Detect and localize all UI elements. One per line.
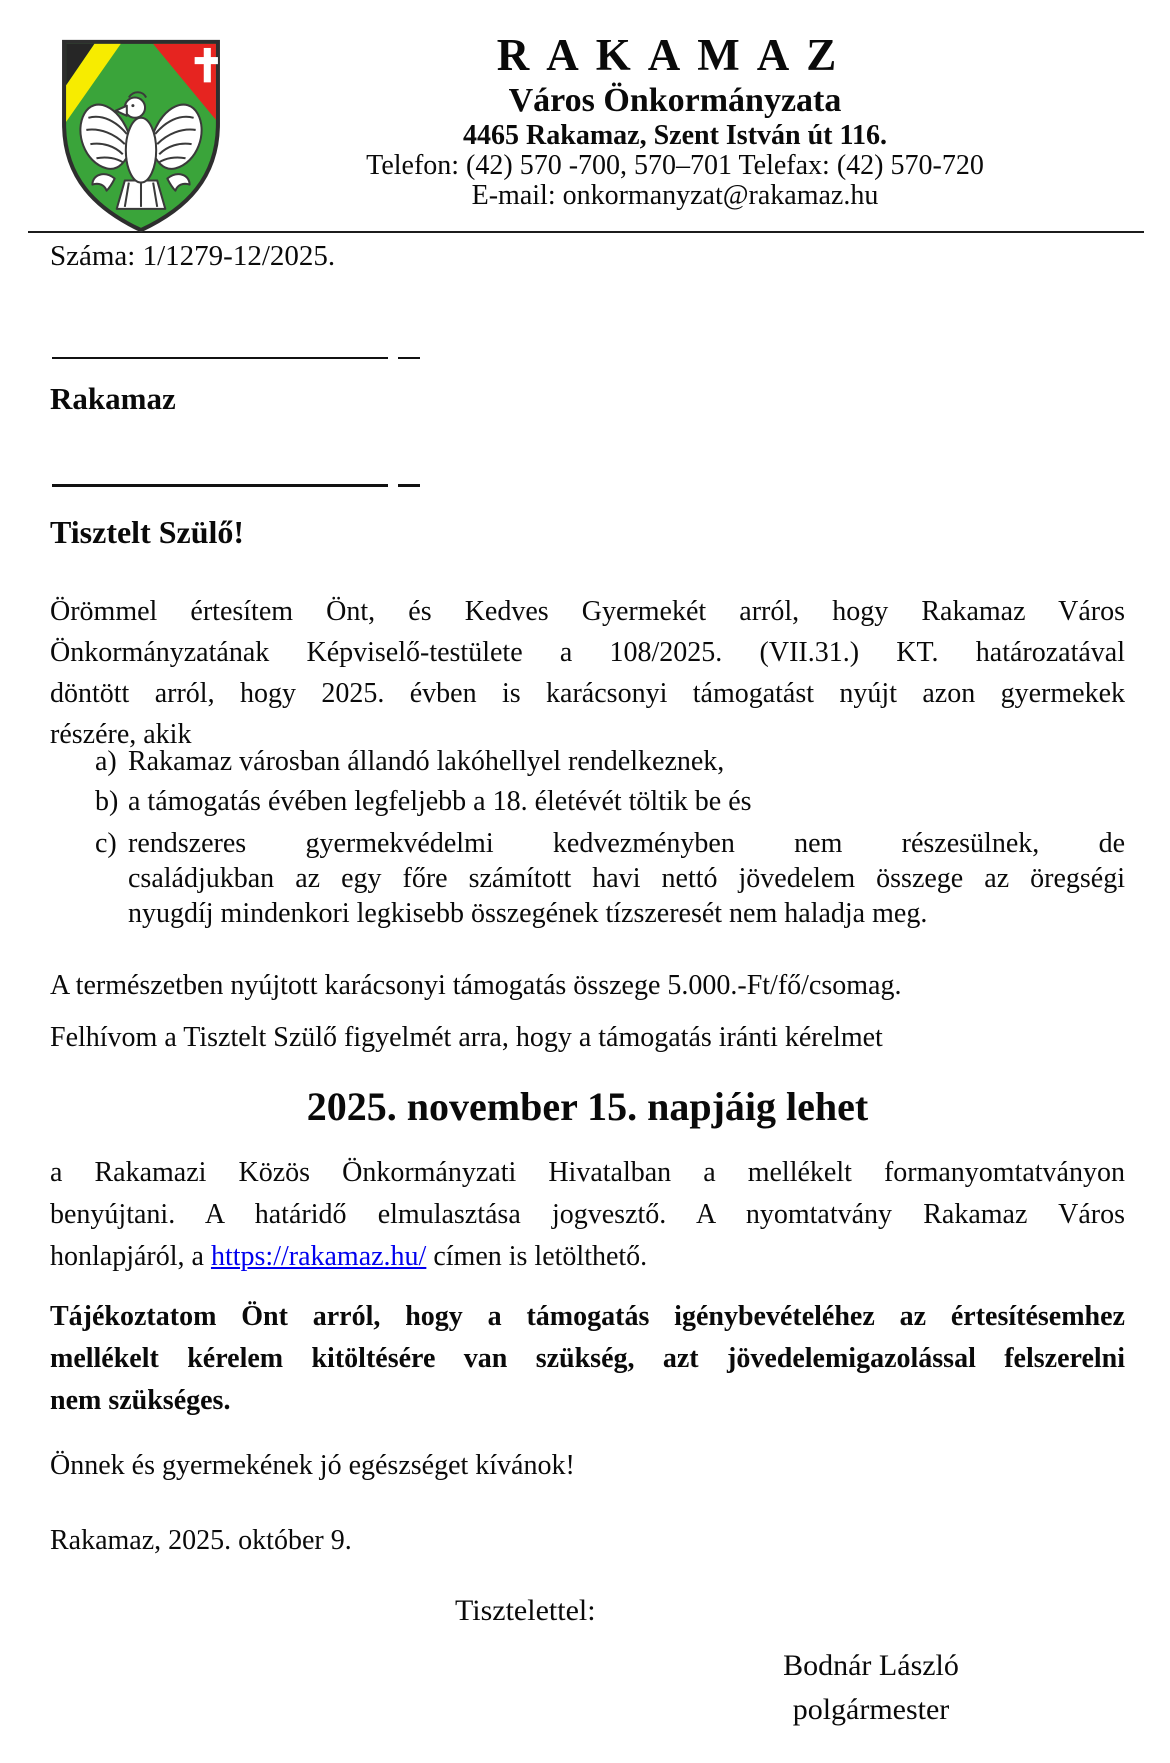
well-wish-line: Önnek és gyermekének jó egészséget kívánok! xyxy=(50,1450,575,1481)
condition-text: Rakamaz városban állandó lakóhellyel rendelkeznek, xyxy=(128,746,725,777)
condition-text: családjukban az egy főre számított havi nettó jövedelem összege az öregségi xyxy=(128,863,1125,894)
fill-in-line-segment xyxy=(398,484,420,487)
municipality-name: RAKAMAZ xyxy=(496,30,854,80)
intro-line: Örömmel értesítem Önt, és Kedves Gyermekét arról, hogy Rakamaz Város xyxy=(50,596,1125,627)
deadline-heading: 2025. november 15. napjáig lehet xyxy=(306,1084,869,1129)
letterhead-phone: Telefon: (42) 570 -700, 570–701 Telefax: (42) 570-720 xyxy=(366,150,984,181)
fill-in-line-top xyxy=(52,346,420,350)
signer-title: polgármester xyxy=(792,1693,950,1726)
fill-in-line-segment xyxy=(52,484,388,487)
list-marker: a) xyxy=(95,746,117,777)
condition-text: rendszeres gyermekvédelmi kedvezményben nem részesülnek, de xyxy=(128,828,1125,859)
fill-in-line-segment xyxy=(52,357,388,359)
submission-paragraph xyxy=(50,1152,1125,1278)
reference-number: Száma: 1/1279-12/2025. xyxy=(50,240,336,272)
list-marker: c) xyxy=(95,828,117,859)
amount-statement: A természetben nyújtott karácsonyi támogatás összege 5.000.-Ft/fő/csomag. xyxy=(50,970,902,1001)
submission-line xyxy=(50,1236,1125,1278)
salutation: Tisztelt Szülő! xyxy=(50,514,245,550)
condition-text: a támogatás évében legfeljebb a 18. életévét töltik be és xyxy=(128,786,752,817)
intro-line: Önkormányzatának Képviselő-testülete a 108/2025. (VII.31.) KT. határozatával xyxy=(50,637,1125,668)
letterhead-email: E-mail: onkormanyzat@rakamaz.hu xyxy=(471,180,879,211)
date-line: Rakamaz, 2025. október 9. xyxy=(50,1525,352,1556)
intro-paragraph xyxy=(50,591,1125,755)
closing-phrase: Tisztelettel: xyxy=(455,1594,596,1627)
letterhead xyxy=(235,28,1115,211)
coat-of-arms-emblem xyxy=(58,34,224,236)
intro-line: döntött arról, hogy 2025. évben is karácsonyi támogatást nyújt azon gyermekek xyxy=(50,678,1125,709)
submission-line: benyújtani. A határidő elmulasztása jogvesztő. A nyomtatvány Rakamaz Város xyxy=(50,1199,1125,1230)
signature-block xyxy=(692,1644,1050,1732)
letterhead-address: 4465 Rakamaz, Szent István út 116. xyxy=(463,120,887,151)
deadline-notice: Felhívom a Tisztelt Szülő figyelmét arra, hogy a támogatás iránti kérelmet xyxy=(50,1022,883,1053)
intro-line: részére, akik xyxy=(50,719,192,750)
fill-in-line-segment xyxy=(398,357,420,359)
addressee-city: Rakamaz xyxy=(50,381,176,416)
list-marker: b) xyxy=(95,786,119,817)
submission-line: a Rakamazi Közös Önkormányzati Hivatalban a mellékelt formanyomtatványon xyxy=(50,1157,1125,1188)
info-paragraph-bold xyxy=(50,1296,1125,1422)
info-line: nem szükséges. xyxy=(50,1385,231,1416)
info-line: Tájékoztatom Önt arról, hogy a támogatás igénybevételéhez az értesítésemhez xyxy=(50,1301,1125,1332)
link-line-prefix: honlapjáról, a xyxy=(50,1241,211,1272)
signer-name: Bodnár László xyxy=(783,1649,959,1682)
link-line-suffix: címen is letölthető. xyxy=(426,1241,648,1272)
rakamaz-website-link[interactable]: https://rakamaz.hu/ xyxy=(210,1241,427,1272)
fill-in-line-bottom xyxy=(52,474,420,478)
municipality-subtitle: Város Önkormányzata xyxy=(508,82,842,119)
condition-text: nyugdíj mindenkori legkisebb összegének tízszeresét nem haladja meg. xyxy=(128,898,928,929)
info-line: mellékelt kérelem kitöltésére van szükség, azt jövedelemigazolással felszerelni xyxy=(50,1343,1125,1374)
